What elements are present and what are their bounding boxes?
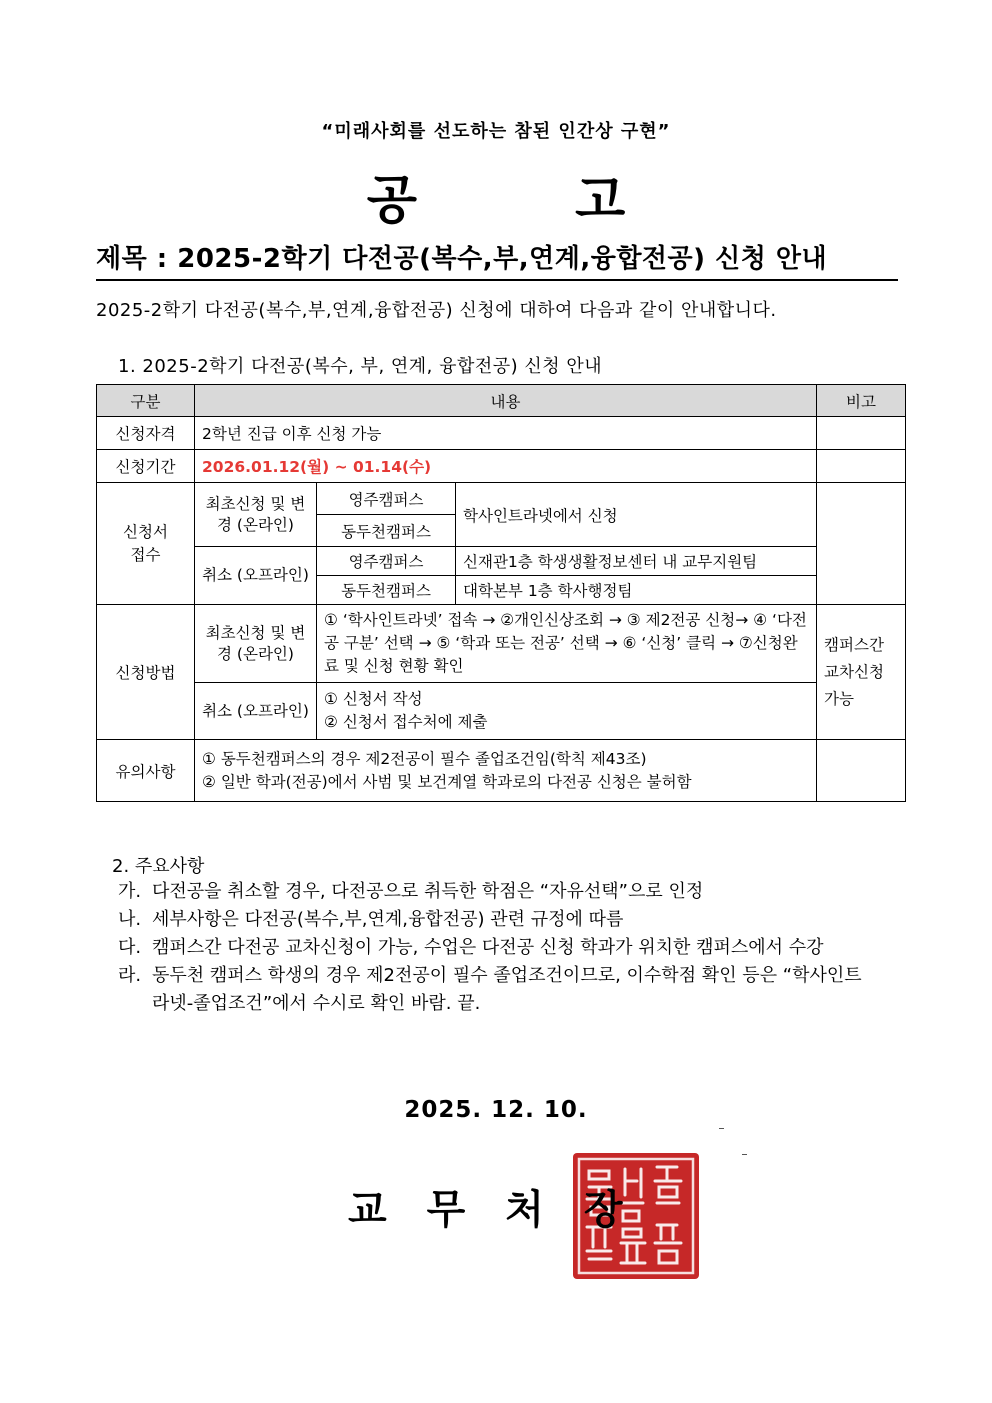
period-content: 2026.01.12(월) ~ 01.14(수) xyxy=(195,450,817,483)
issuer-name: 교무처장 xyxy=(348,1187,663,1233)
table-row xyxy=(97,547,906,576)
mark-tick xyxy=(719,1128,724,1129)
document-title: 공 고 xyxy=(366,171,696,231)
reception-online-place: 학사인트라넷에서 신청 xyxy=(456,483,817,547)
reception-remark xyxy=(817,483,906,605)
method-initial-label: 최초신청 및 변경 (온라인) xyxy=(195,605,317,683)
reception-initial-label: 최초신청 및 변경 (온라인) xyxy=(195,483,317,547)
period-label: 신청기간 xyxy=(97,450,195,483)
table-header-row xyxy=(97,385,906,417)
reception-campus-yeongju: 영주캠퍼스 xyxy=(317,483,456,515)
reception-cancel-label: 취소 (오프라인) xyxy=(195,547,317,605)
method-label: 신청방법 xyxy=(97,605,195,740)
slogan: “미래사회를 선도하는 참된 인간상 구현” xyxy=(321,121,671,142)
qualification-content: 2학년 진급 이후 신청 가능 xyxy=(195,417,817,450)
period-remark xyxy=(817,450,906,483)
header-content: 내용 xyxy=(195,385,817,417)
notes-content xyxy=(195,740,817,802)
header-category: 구분 xyxy=(97,385,195,417)
reception-cancel-campus-dongducheon: 동두천캠퍼스 xyxy=(317,576,456,605)
announcement-date: 2025. 12. 10. xyxy=(404,1097,588,1123)
list-item: 가. 다전공을 취소할 경우, 다전공으로 취득한 학점은 “자유선택”으로 인정 xyxy=(118,881,704,902)
reception-campus-dongducheon: 동두천캠퍼스 xyxy=(317,515,456,547)
application-info-table xyxy=(96,384,906,802)
method-initial-steps: ① ‘학사인트라넷’ 접속 → ②개인신상조회 → ③ 제2전공 신청→ ④ ‘다전공 구분’ 선택 → ⑤ ‘학과 또는 전공’ 선택 → ⑥ ‘신청’ 클릭 → ⑦신청완료 및 신청 현황 확인 xyxy=(317,605,817,683)
reception-cancel-campus-yeongju: 영주캠퍼스 xyxy=(317,547,456,576)
section2-items xyxy=(118,878,878,1018)
list-item: 라. 동두천 캠퍼스 학생의 경우 제2전공이 필수 졸업조건이므로, 이수학점 확인 등은 “학사인트라넷-졸업조건”에서 수시로 확인 바람. 끝. xyxy=(118,965,862,1014)
method-remark: 캠퍼스간 교차신청 가능 xyxy=(817,605,906,740)
intro-text: 2025-2학기 다전공(복수,부,연계,융합전공) 신청에 대하여 다음과 같이 안내합니다. xyxy=(96,300,777,321)
qualification-label: 신청자격 xyxy=(97,417,195,450)
method-cancel-label: 취소 (오프라인) xyxy=(195,683,317,740)
qualification-remark xyxy=(817,417,906,450)
notes-remark xyxy=(817,740,906,802)
list-item: 다. 캠퍼스간 다전공 교차신청이 가능, 수업은 다전공 신청 학과가 위치한 캠퍼스에서 수강 xyxy=(118,937,824,958)
method-cancel-step2: ② 신청서 접수처에 제출 xyxy=(324,713,488,731)
notes-label: 유의사항 xyxy=(97,740,195,802)
table-row xyxy=(97,683,906,740)
table-row xyxy=(97,483,906,515)
list-item: 나. 세부사항은 다전공(복수,부,연계,융합전공) 관련 규정에 따름 xyxy=(118,909,624,930)
method-cancel-steps xyxy=(317,683,817,740)
header-remark: 비고 xyxy=(817,385,906,417)
table-row xyxy=(97,740,906,802)
method-cancel-step1: ① 신청서 작성 xyxy=(324,690,423,708)
reception-offline-place2: 대학본부 1층 학사행정팀 xyxy=(456,576,817,605)
section1-title: 1. 2025-2학기 다전공(복수, 부, 연계, 융합전공) 신청 안내 xyxy=(118,356,603,377)
table-row xyxy=(97,417,906,450)
table-row xyxy=(97,450,906,483)
section2-title: 2. 주요사항 xyxy=(112,856,205,877)
mark-tick xyxy=(742,1154,747,1155)
subject-line: 제목 : 2025-2학기 다전공(복수,부,연계,융합전공) 신청 안내 xyxy=(96,238,898,281)
table-row xyxy=(97,605,906,683)
note-1: ① 동두천캠퍼스의 경우 제2전공이 필수 졸업조건임(학칙 제43조) xyxy=(202,749,647,768)
reception-label: 신청서 접수 xyxy=(97,483,195,605)
reception-offline-place1: 신재관1층 학생생활정보센터 내 교무지원팀 xyxy=(456,547,817,576)
note-2: ② 일반 학과(전공)에서 사범 및 보건계열 학과로의 다전공 신청은 불허함 xyxy=(202,772,692,791)
